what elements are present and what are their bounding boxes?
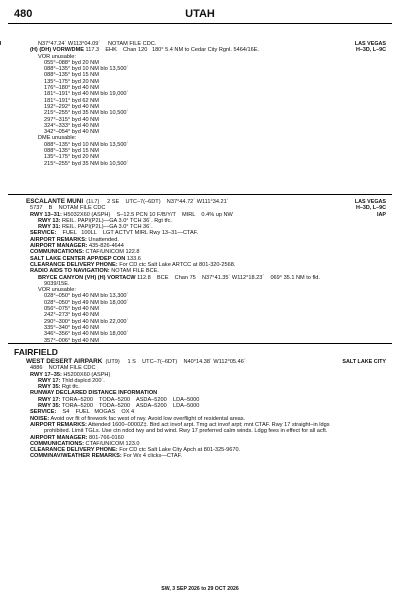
- line-text: For CD ctc Salt Lake ARTCC at 801-320-2568.: [117, 261, 236, 268]
- escalante-entry: [0, 199, 400, 344]
- fairfield-name: WEST DESERT AIRPARK: [26, 358, 103, 365]
- line-text: CTAF/UNICOM 123.0: [83, 440, 140, 447]
- line-text: 135°–175° byd 20 NM: [44, 154, 99, 161]
- line-text: Attended 1600–0000Z‡. Bird act invof arpt. Tmg act invof arpt; mnt CTAF. Rwy 17 straight–in ldgs: [86, 421, 330, 428]
- line-text: 117.3 EHK Chan 120 180° 5.4 NM to Cedar City Rgnl. 5464/16E.: [83, 47, 259, 54]
- section-title: FAIRFIELD: [14, 347, 58, 357]
- line-text: 028°–050° byd 49 NM blo 18,000´: [44, 299, 129, 306]
- escalante-lines: [0, 205, 400, 344]
- line-label: RWY 17–35:: [30, 371, 62, 378]
- enoch-lines: [0, 47, 400, 167]
- line-label: AIRPORT MANAGER:: [30, 243, 88, 250]
- line-text: 088°–135° byd 10 NM blo 13,500´: [44, 66, 129, 73]
- line-text: 028°–050° byd 40 NM blo 13,300´: [44, 293, 129, 300]
- line-label: RWY 35:: [38, 384, 61, 391]
- fairfield-line: [0, 453, 400, 459]
- fairfield-lines: [0, 365, 400, 459]
- line-text: 181°–191° byd 62 NM: [44, 97, 99, 104]
- line-text: 133.6: [125, 255, 141, 262]
- line-text: DME unusable:: [38, 135, 77, 142]
- line-label: COMMUNICATIONS:: [30, 440, 84, 447]
- line-text: CTAF/UNICOM 122.8: [83, 249, 140, 256]
- line-label: COMMUNICATIONS:: [30, 249, 84, 256]
- enoch-line: [0, 161, 400, 167]
- line-label: SALT LAKE CENTER APP/DEP CON: [30, 255, 126, 262]
- page-number: 480: [14, 8, 33, 20]
- separator: [8, 343, 392, 344]
- fairfield-head: (UT9) 1 S UTC–7(–6DT) N40°14.38´ W112°05.46´: [105, 359, 246, 365]
- line-text: For Wx 4 clicks—CTAF.: [121, 453, 182, 460]
- line-text: 112.8 BCE Chan 75 N37°41.35´ W112°18.23´ 069° 35.1 NM to fld.: [135, 274, 320, 281]
- line-label: CLEARANCE DELIVERY PHONE:: [30, 447, 118, 454]
- line-label: CLEARANCE DELIVERY PHONE:: [30, 261, 118, 268]
- line-label: (H) (DH) VORW/DME: [30, 47, 84, 54]
- escalante-chart-name: LAS VEGAS: [354, 199, 386, 205]
- line-text: 290°–300° byd 40 NM blo 22,000´: [44, 318, 129, 325]
- line-text: For CD ctc Salt Lake City Apch at 801-325-9670.: [117, 447, 241, 454]
- line-label: RWY 17:: [38, 377, 61, 384]
- line-text: prohibited. Limit TGLs. Use ctn ndcd twy and bd wind. Rwy 17 preferred calm winds. Ldgg fees in effect for all acft.: [44, 428, 328, 435]
- line-text: 088°–135° byd 15 NM: [44, 72, 99, 79]
- line-text: VOR unusable:: [38, 53, 76, 60]
- line-text: REIL. PAPI(P2L)—GA 3.0° TCH 36´.: [60, 224, 153, 231]
- line-text: 342°–054° byd 40 NM: [44, 129, 99, 136]
- line-label: RWY 17:: [38, 396, 61, 403]
- line-text: TORA–5200 TODA–5200 ASDA–5200 LDA–5000: [60, 403, 200, 410]
- line-text: 9039/15E.: [44, 280, 70, 287]
- line-label: COMM/NAV/WEATHER REMARKS:: [30, 453, 122, 460]
- line-label: SERVICE:: [30, 230, 57, 237]
- enoch-entry: [0, 41, 400, 167]
- line-text: 055°–088° byd 20 NM: [44, 59, 99, 66]
- line-text: 181°–191° byd 40 NM blo 19,000´: [44, 91, 129, 98]
- line-text: VOR unusable:: [38, 287, 76, 294]
- enoch-chart-name: LAS VEGAS: [354, 41, 386, 47]
- escalante-iap: IAP: [377, 211, 386, 218]
- line-text: 5737 B NOTAM FILE CDC: [30, 205, 106, 212]
- line-label: AIRPORT MANAGER:: [30, 434, 88, 441]
- line-label: AIRPORT REMARKS:: [30, 421, 87, 428]
- line-text: 324°–333° byd 40 NM: [44, 122, 99, 129]
- fairfield-chart-name: SALT LAKE CITY: [342, 359, 386, 365]
- line-label: AIRPORT REMARKS:: [30, 236, 87, 243]
- page-footer: SW, 3 SEP 2026 to 29 OCT 2026: [161, 586, 239, 592]
- line-text: 4886 NOTAM FILE CDC: [30, 365, 96, 372]
- line-label: SERVICE:: [30, 409, 57, 416]
- line-text: S4 FUEL MOGAS OX 4: [56, 409, 135, 416]
- escalante-head: (1L7) 2 SE UTC–7(–6DT) N37°44.72´ W111°34.21´: [86, 199, 229, 205]
- line-label: BRYCE CANYON (VH) (H) VORTACW: [38, 274, 136, 281]
- line-label: RWY 13–31:: [30, 211, 62, 218]
- line-text: 435-826-4644: [87, 243, 124, 250]
- line-text: Rgt tfc.: [60, 384, 80, 391]
- line-text: 192°–292° byd 40 NM: [44, 103, 99, 110]
- line-text: 801-766-0160: [87, 434, 124, 441]
- line-text: 088°–135° byd 15 NM: [44, 148, 99, 155]
- enoch-chart-codes: H–3D, L–9C: [356, 47, 386, 54]
- line-label: RWY 35:: [38, 403, 61, 410]
- line-text: 088°–135° byd 10 NM blo 13,500´: [44, 141, 129, 148]
- line-text: 297°–315° byd 40 NM: [44, 116, 99, 123]
- line-text: 335°–340° byd 40 NM: [44, 324, 99, 331]
- enoch-coords: N37°47.24´ W113°04.09´ NOTAM FILE CDC.: [38, 41, 157, 47]
- line-text: TORA–5200 TODA–5200 ASDA–5200 LDA–5000: [60, 396, 200, 403]
- line-text: 242°–273° byd 40 NM: [44, 312, 99, 319]
- line-text: Avoid ovr flt of firework fac west of rwy. Avoid low overflight of residental areas.: [49, 415, 246, 422]
- line-text: 346°–356° byd 40 NM blo 18,000´: [44, 331, 129, 338]
- line-label: RADIO AIDS TO NAVIGATION:: [30, 268, 110, 275]
- separator: [8, 194, 392, 195]
- line-text: 176°–180° byd 40 NM: [44, 85, 99, 92]
- line-text: Thld dsplcd 200´.: [60, 377, 105, 384]
- line-text: NOTAM FILE BCE.: [109, 268, 159, 275]
- line-text: 215°–255° byd 35 NM blo 10,500´: [44, 160, 129, 167]
- line-label: NOISE:: [30, 415, 50, 422]
- line-text: Unattended.: [86, 236, 119, 243]
- line-text: 135°–175° byd 20 NM: [44, 78, 99, 85]
- fairfield-entry: [0, 359, 400, 460]
- header-rule: [8, 23, 392, 24]
- line-text: 056°–075° byd 40 NM: [44, 306, 99, 313]
- line-text: H5200X60 (ASPH): [61, 371, 111, 378]
- line-text: 215°–255° byd 35 NM blo 10,500´: [44, 110, 129, 117]
- escalante-chart-codes: H–3D, L–9C: [356, 205, 386, 212]
- state-title: UTAH: [185, 8, 215, 20]
- line-text: REIL. PAPI(P2L)—GA 3.0° TCH 36´. Rgt tfc.: [60, 217, 172, 224]
- page-header: [0, 0, 400, 30]
- line-label: RWY 31:: [38, 224, 61, 231]
- escalante-name: ESCALANTE MUNI: [26, 198, 84, 205]
- line-label: RUNWAY DECLARED DISTANCE INFORMATION: [30, 390, 158, 397]
- line-text: 357°–006° byd 40 NM: [44, 337, 99, 344]
- line-label: RWY 13:: [38, 217, 61, 224]
- line-text: H5032X60 (ASPH) S–12.5 PCN 10 F/B/Y/T MIRL 0.4% up NW: [61, 211, 233, 218]
- line-text: FUEL 100LL LGT ACTVT MIRL Rwy 13–31—CTAF.: [56, 230, 199, 237]
